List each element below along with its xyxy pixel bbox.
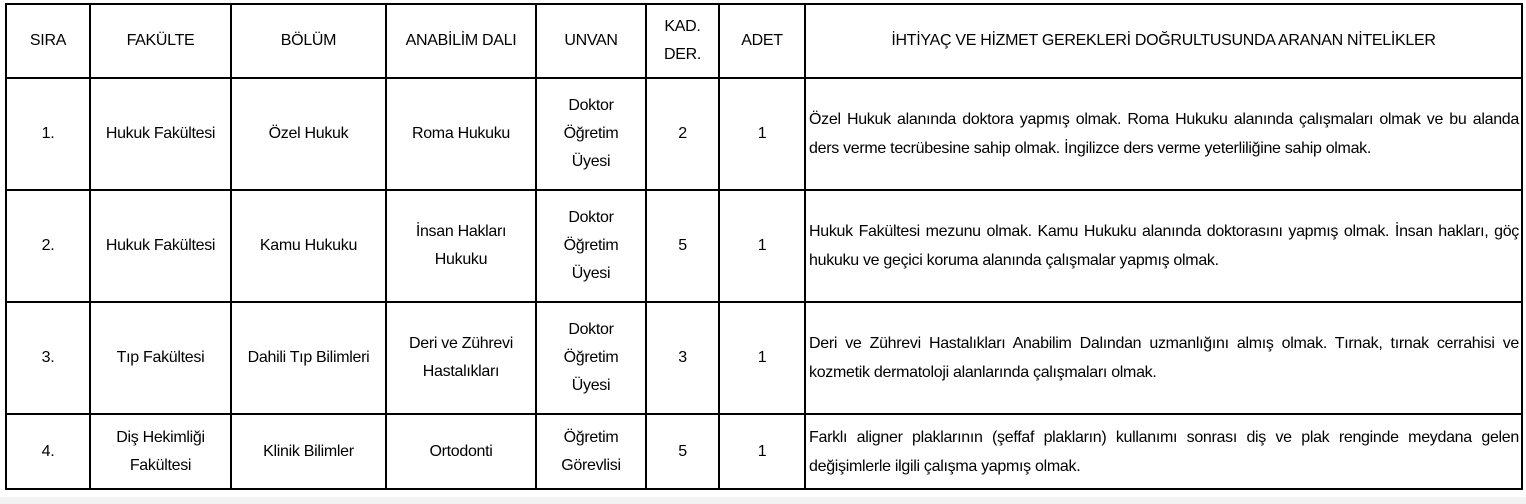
page-background-strip (0, 497, 1526, 504)
cell-anabilim-line: Roma Hukuku (411, 125, 511, 142)
cell-adet: 1 (719, 190, 805, 302)
cell-fakulte-line: Diş Hekimliği (116, 428, 205, 446)
cell-sira: 2. (6, 190, 90, 302)
table-row (6, 414, 1522, 489)
header-unvan: UNVAN (536, 4, 646, 78)
cell-bolum: Kamu Hukuku (231, 190, 386, 302)
header-nitelikler: İHTİYAÇ VE HİZMET GEREKLERİ DOĞRULTUSUNDA ARANAN NİTELİKLER (805, 4, 1522, 78)
header-fakulte: FAKÜLTE (90, 4, 231, 78)
faculty-position-table (5, 3, 1523, 490)
cell-unvan (536, 302, 646, 414)
cell-unvan-line: Üyesi (571, 265, 611, 282)
header-adet: ADET (719, 4, 805, 78)
header-row (6, 4, 1522, 78)
cell-anabilim-line: Hastalıkları (422, 363, 500, 380)
cell-fakulte-line: Hukuk Fakültesi (105, 237, 216, 254)
cell-bolum: Dahili Tıp Bilimleri (231, 302, 386, 414)
cell-anabilim-dali (386, 78, 536, 190)
cell-anabilim-line: İnsan Hakları (415, 223, 507, 240)
cell-unvan-line: Öğretim (563, 237, 619, 254)
cell-unvan-line: Öğretim (563, 125, 619, 142)
cell-unvan (536, 414, 646, 489)
table-row (6, 78, 1522, 190)
cell-adet: 1 (719, 78, 805, 190)
cell-fakulte (90, 78, 231, 190)
cell-fakulte-line: Tıp Fakültesi (116, 349, 205, 366)
cell-sira: 3. (6, 302, 90, 414)
cell-kad-der: 5 (646, 414, 719, 489)
cell-unvan-line: Öğretim (563, 349, 619, 366)
header-bolum: BÖLÜM (231, 4, 386, 78)
cell-sira: 1. (6, 78, 90, 190)
header-kad-der (646, 4, 719, 78)
cell-anabilim-line: Deri ve Zührevi (409, 335, 513, 352)
cell-nitelikler: Farklı aligner plaklarının (şeffaf plakların) kullanımı sonrası diş ve plak renginde meydana gelen değişimlerle ilgili çalışma yapmış olmak. (805, 414, 1522, 489)
cell-adet: 1 (719, 302, 805, 414)
cell-nitelikler: Deri ve Zührevi Hastalıkları Anabilim Dalından uzmanlığını almış olmak. Tırnak, tırnak cerrahisi ve kozmetik dermatoloji alanlarında çalışmaları olmak. (805, 302, 1522, 414)
cell-unvan-line: Doktor (568, 321, 614, 338)
table-row (6, 190, 1522, 302)
cell-sira: 4. (6, 414, 90, 489)
header-sira: SIRA (6, 4, 90, 78)
cell-kad-der: 5 (646, 190, 719, 302)
cell-unvan-line: Doktor (568, 97, 614, 114)
header-kad-der-line2: DER. (663, 46, 702, 63)
cell-unvan-line: Doktor (568, 209, 614, 226)
cell-unvan (536, 78, 646, 190)
cell-anabilim-dali (386, 190, 536, 302)
header-anabilim-dali: ANABİLİM DALI (386, 4, 536, 78)
cell-anabilim-line: Hukuku (434, 251, 488, 268)
cell-bolum: Klinik Bilimler (231, 414, 386, 489)
cell-kad-der: 3 (646, 302, 719, 414)
cell-adet: 1 (719, 414, 805, 489)
cell-unvan-line: Üyesi (571, 153, 611, 170)
cell-fakulte-line: Hukuk Fakültesi (105, 125, 216, 142)
cell-anabilim-dali (386, 302, 536, 414)
cell-kad-der: 2 (646, 78, 719, 190)
cell-nitelikler: Özel Hukuk alanında doktora yapmış olmak. Roma Hukuku alanında çalışmaları olmak ve bu alanda ders verme tecrübesine sahip olmak. İngilizce ders verme yeterliliğine sahip olmak. (805, 78, 1522, 190)
cell-bolum: Özel Hukuk (231, 78, 386, 190)
cell-unvan (536, 190, 646, 302)
cell-nitelikler: Hukuk Fakültesi mezunu olmak. Kamu Hukuku alanında doktorasını yapmış olmak. İnsan hakları, göç hukuku ve geçici koruma alanında çalışmalar yapmış olmak. (805, 190, 1522, 302)
cell-fakulte-line: Fakültesi (129, 456, 192, 474)
header-kad-der-line1: KAD. (664, 18, 701, 35)
cell-unvan-line: Üyesi (571, 377, 611, 394)
cell-anabilim-line: Ortodonti (429, 442, 493, 460)
cell-fakulte (90, 302, 231, 414)
table-row (6, 302, 1522, 414)
cell-unvan-line: Öğretim (563, 428, 619, 446)
cell-fakulte (90, 414, 231, 489)
cell-unvan-line: Görevlisi (561, 456, 621, 474)
cell-fakulte (90, 190, 231, 302)
cell-anabilim-dali (386, 414, 536, 489)
